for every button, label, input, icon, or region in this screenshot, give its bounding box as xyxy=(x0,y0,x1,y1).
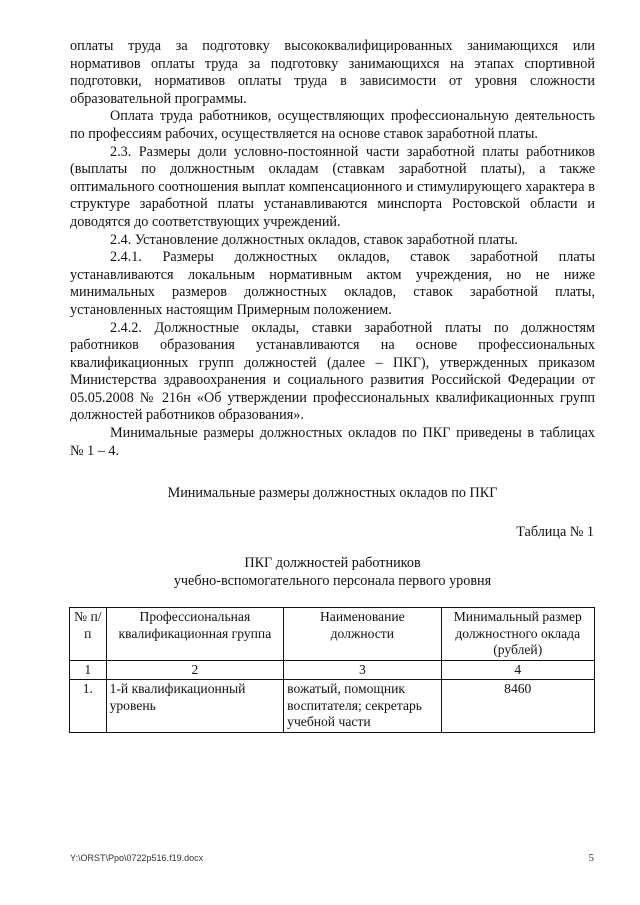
row-position: вожатый, помощник воспитателя; секретарь учебной части xyxy=(284,680,441,733)
salary-table xyxy=(69,607,595,733)
paragraph: 2.3. Размеры доли условно-постоянной части заработной платы работников (выплаты по должностным окладам (ставкам заработной платы), а также оптимального соотношения выплат компенсационного и стимулирующего характера в структуре заработной платы устанавливаются минспорта Ростовской области и доводятся до соответствующих учреждений. xyxy=(70,143,595,230)
header-salary: Минимальный размер должностного оклада (рублей) xyxy=(441,608,594,661)
header-group: Профессиональная квалификационная группа xyxy=(106,608,284,661)
header-position: Наименование должности xyxy=(284,608,441,661)
paragraph: 2.4.1. Размеры должностных окладов, ставок заработной платы устанавливаются локальным нормативным актом учреждения, но не ниже минимальных размеров должностных окладов, ставок заработной платы, установленных настоящим Примерным положением. xyxy=(70,249,595,318)
row-group: 1-й квалификационный уровень xyxy=(106,680,284,733)
body-text xyxy=(70,38,595,460)
page-number: 5 xyxy=(588,852,594,864)
footer-file-path: Y:\ORST\Ppo\0722p516.f19.docx xyxy=(70,853,204,863)
column-number: 2 xyxy=(106,660,284,680)
column-number-row xyxy=(70,660,595,680)
paragraph: 2.4. Установление должностных окладов, ставок заработной платы. xyxy=(110,231,518,248)
paragraph: Оплата труда работников, осуществляющих профессиональную деятельность по профессиям рабочих, осуществляется на основе ставок заработной платы. xyxy=(70,108,595,142)
paragraph: 2.4.2. Должностные оклады, ставки заработной платы по должностям работников образования устанавливаются на основе профессиональных квалификационных групп должностей (далее – ПКГ), утвержденных приказом Министерства здравоохранения и социального развития Российской Федерации от 05.05.2008 № 216н «Об утверждении профессиональных квалификационных групп должностей работников образования». xyxy=(70,319,595,424)
table-row xyxy=(70,680,595,733)
header-num: № п/п xyxy=(70,608,107,661)
table-caption-line2: учебно-вспомогательного персонала первого уровня xyxy=(173,573,492,589)
table-caption-line1: ПКГ должностей работников xyxy=(244,555,421,571)
table-header-row xyxy=(70,608,595,661)
column-number: 1 xyxy=(70,660,107,680)
table-number: Таблица № 1 xyxy=(516,524,594,540)
column-number: 4 xyxy=(441,660,594,680)
paragraph: Минимальные размеры должностных окладов по ПКГ приведены в таблицах № 1 – 4. xyxy=(70,425,595,459)
section-title: Минимальные размеры должностных окладов по ПКГ xyxy=(167,485,498,501)
column-number: 3 xyxy=(284,660,441,680)
paragraph: оплаты труда за подготовку высококвалифицированных занимающихся или нормативов оплаты труда за подготовку занимающихся на этапах спортивной подготовки, нормативов оплаты труда в зависимости от уровня сложности образовательной программы. xyxy=(70,38,595,107)
row-num: 1. xyxy=(70,680,107,733)
row-salary: 8460 xyxy=(441,680,594,733)
